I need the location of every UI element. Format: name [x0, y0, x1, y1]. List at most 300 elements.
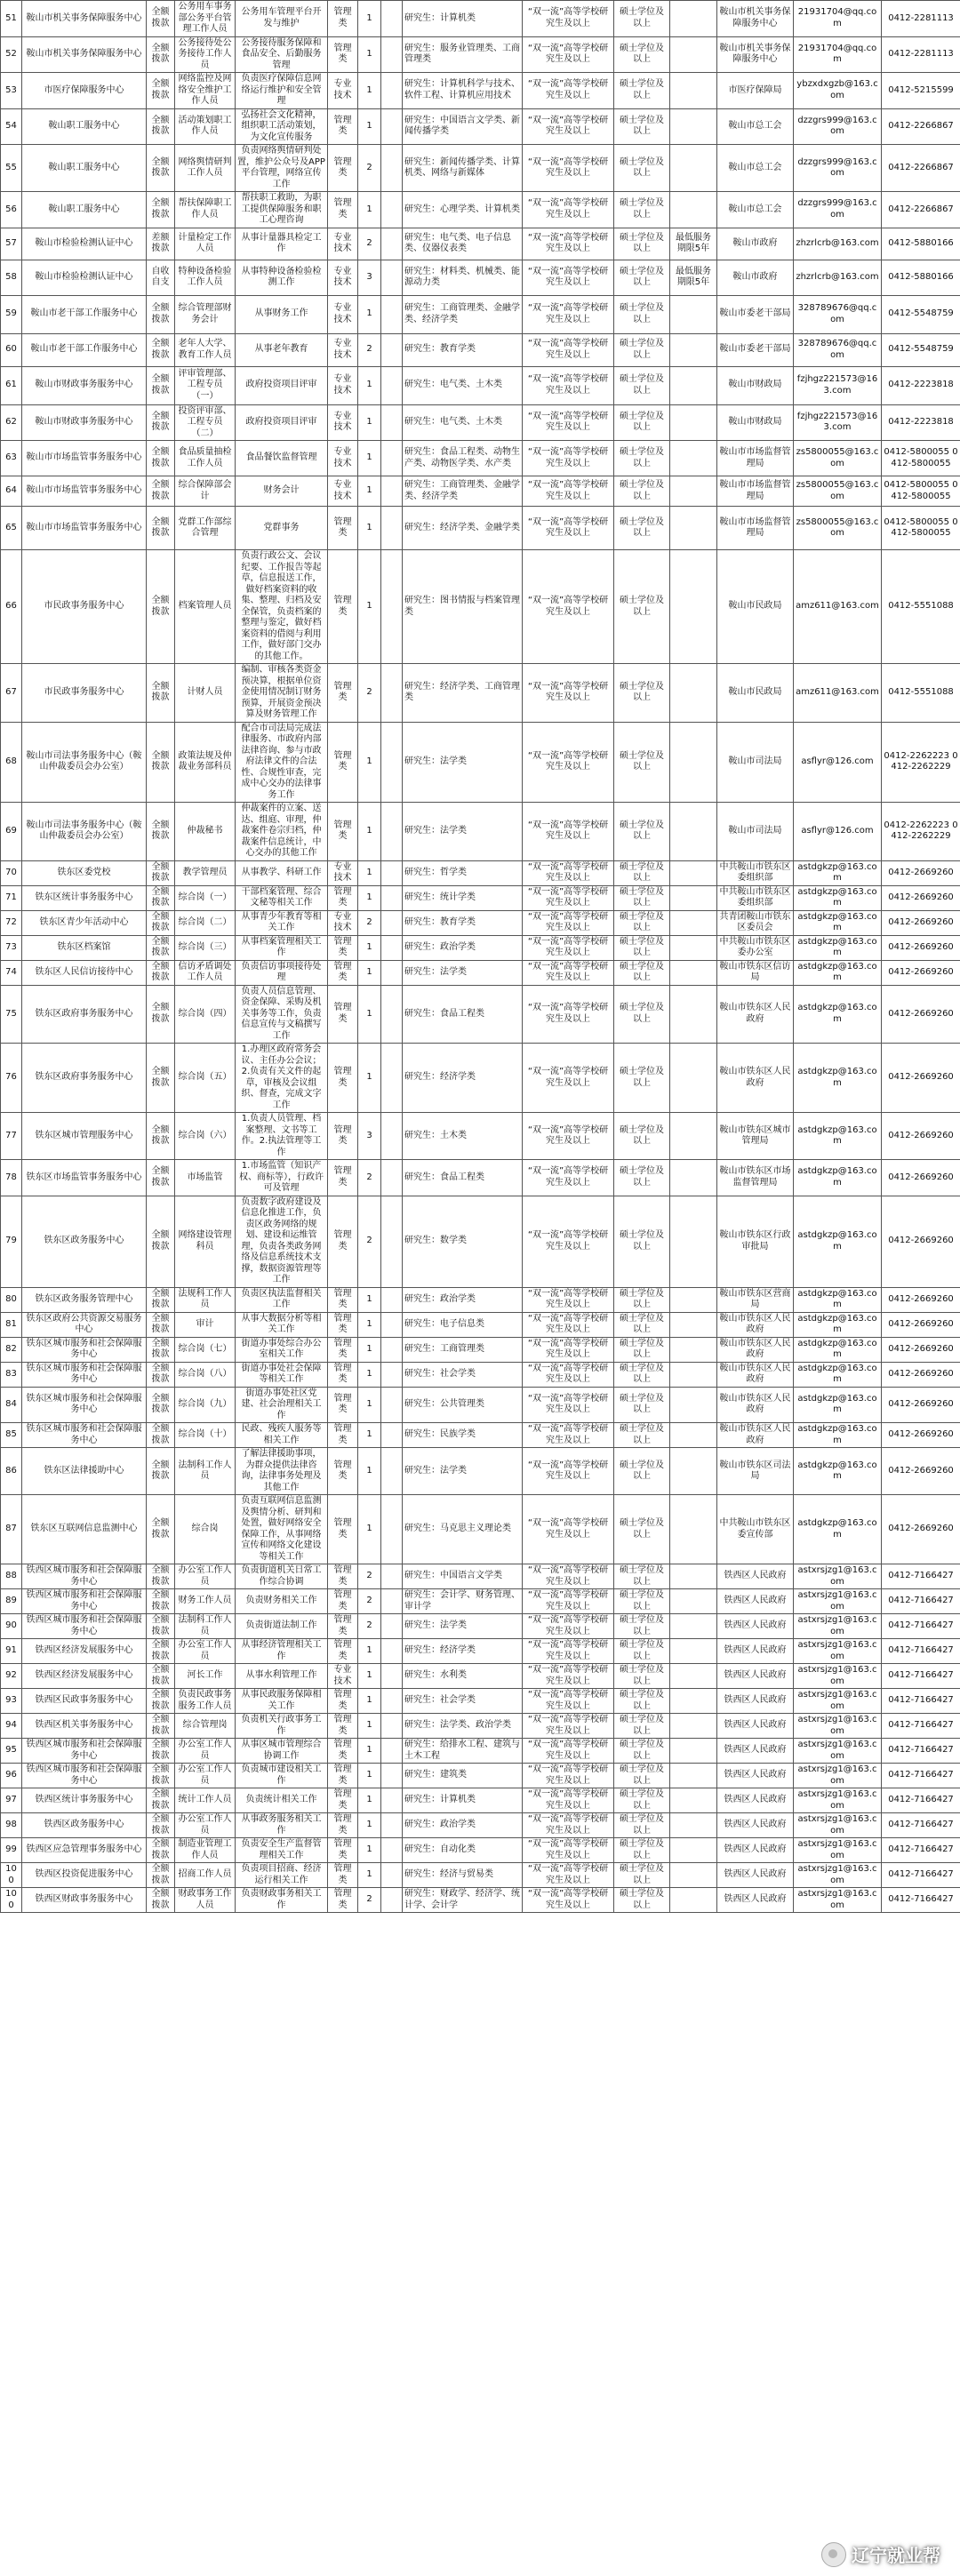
cell-extra — [381, 1813, 403, 1838]
cell-major: 研究生：食品工程类 — [403, 985, 523, 1044]
cell-phone: 0412-7166427 — [882, 1838, 960, 1863]
cell-post-duty: 1.市场监管（知识产权、商标等），行政许可及管理 — [236, 1160, 328, 1196]
cell-extra — [381, 1888, 403, 1913]
cell-phone: 0412-2669260 — [882, 1362, 960, 1387]
cell-phone: 0412-2266867 — [882, 108, 960, 145]
cell-education: “双一流”高等学校研究生及以上 — [523, 476, 614, 507]
cell-unit: 铁东区城市管理服务中心 — [22, 1113, 147, 1160]
cell-education: “双一流”高等学校研究生及以上 — [523, 366, 614, 404]
cell-index: 95 — [1, 1739, 22, 1764]
cell-major: 研究生：电气类、土木类 — [403, 404, 523, 441]
cell-post-name: 办公室工作人员 — [175, 1564, 236, 1589]
cell-extra — [381, 108, 403, 145]
cell-major: 研究生：政治学类 — [403, 1287, 523, 1312]
cell-extra — [381, 404, 403, 441]
cell-unit: 铁西区投资促进服务中心 — [22, 1863, 147, 1888]
cell-major: 研究生：自动化类 — [403, 1838, 523, 1863]
cell-post-type: 管理类 — [328, 1614, 358, 1639]
cell-count: 2 — [358, 1589, 381, 1614]
cell-department: 鞍山市市场监督管理局 — [717, 507, 794, 550]
cell-phone: 0412-2669260 — [882, 960, 960, 985]
cell-post-type: 管理类 — [328, 36, 358, 73]
cell-department: 鞍山市铁东区人民政府 — [717, 1337, 794, 1362]
cell-index: 63 — [1, 441, 22, 476]
cell-funding: 全额拨款 — [147, 145, 175, 192]
cell-education: “双一流”高等学校研究生及以上 — [523, 1664, 614, 1689]
cell-funding: 全额拨款 — [147, 1788, 175, 1813]
cell-other — [670, 1838, 717, 1863]
cell-unit: 鞍山市市场监管事务服务中心 — [22, 507, 147, 550]
cell-education: “双一流”高等学校研究生及以上 — [523, 1739, 614, 1764]
cell-index: 94 — [1, 1714, 22, 1739]
cell-post-duty: 公务用车管理平台开发与维护 — [236, 1, 328, 37]
cell-post-type: 管理类 — [328, 1312, 358, 1337]
cell-funding: 全额拨款 — [147, 507, 175, 550]
cell-post-name: 投资评审部、工程专员（二） — [175, 404, 236, 441]
cell-degree: 硕士学位及以上 — [614, 1863, 670, 1888]
cell-funding: 全额拨款 — [147, 1863, 175, 1888]
cell-phone: 0412-2669260 — [882, 860, 960, 885]
cell-post-type: 管理类 — [328, 1113, 358, 1160]
cell-other — [670, 1160, 717, 1196]
cell-post-type: 专业技术 — [328, 860, 358, 885]
cell-extra — [381, 476, 403, 507]
cell-other — [670, 985, 717, 1044]
cell-phone: 0412-7166427 — [882, 1863, 960, 1888]
cell-post-name: 财务工作人员 — [175, 1589, 236, 1614]
table-row — [1, 108, 960, 145]
cell-count: 1 — [358, 860, 381, 885]
cell-extra — [381, 333, 403, 366]
cell-index: 84 — [1, 1387, 22, 1423]
cell-index: 65 — [1, 507, 22, 550]
cell-post-type: 管理类 — [328, 1589, 358, 1614]
cell-funding: 全额拨款 — [147, 1714, 175, 1739]
cell-index: 64 — [1, 476, 22, 507]
cell-major: 研究生：经济学类、工商管理类 — [403, 664, 523, 723]
cell-post-duty: 干部档案管理、综合文秘等相关工作 — [236, 885, 328, 910]
cell-count: 1 — [358, 192, 381, 228]
cell-other — [670, 935, 717, 960]
cell-post-type: 管理类 — [328, 1495, 358, 1564]
cell-unit: 铁东区互联网信息监测中心 — [22, 1495, 147, 1564]
cell-extra — [381, 1044, 403, 1113]
cell-unit: 铁东区城市服务和社会保障服务中心 — [22, 1362, 147, 1387]
cell-email: zs5800055@163.com — [794, 507, 882, 550]
cell-email: astxrsjzg1@163.com — [794, 1788, 882, 1813]
cell-department: 鞍山市民政局 — [717, 550, 794, 664]
cell-education: “双一流”高等学校研究生及以上 — [523, 260, 614, 295]
cell-email: astxrsjzg1@163.com — [794, 1614, 882, 1639]
cell-index: 72 — [1, 910, 22, 935]
cell-post-type: 管理类 — [328, 1, 358, 37]
cell-post-name: 综合岗（六） — [175, 1113, 236, 1160]
cell-department: 铁西区人民政府 — [717, 1863, 794, 1888]
cell-post-duty: 民政、残疾人服务等相关工作 — [236, 1423, 328, 1448]
cell-email: astxrsjzg1@163.com — [794, 1739, 882, 1764]
cell-department: 铁西区人民政府 — [717, 1714, 794, 1739]
cell-count: 3 — [358, 260, 381, 295]
cell-post-duty: 食品餐饮监督管理 — [236, 441, 328, 476]
cell-major: 研究生：水利类 — [403, 1664, 523, 1689]
cell-degree: 硕士学位及以上 — [614, 1714, 670, 1739]
cell-degree: 硕士学位及以上 — [614, 960, 670, 985]
cell-department: 鞍山市市场监督管理局 — [717, 476, 794, 507]
cell-email: astxrsjzg1@163.com — [794, 1838, 882, 1863]
cell-degree: 硕士学位及以上 — [614, 1387, 670, 1423]
cell-post-name: 活动策划职工作人员 — [175, 108, 236, 145]
cell-post-type: 管理类 — [328, 1423, 358, 1448]
table-row — [1, 441, 960, 476]
cell-education: “双一流”高等学校研究生及以上 — [523, 73, 614, 109]
cell-count: 1 — [358, 935, 381, 960]
cell-funding: 全额拨款 — [147, 1312, 175, 1337]
cell-phone: 0412-2669260 — [882, 1423, 960, 1448]
cell-department: 鞍山市铁东区司法局 — [717, 1448, 794, 1495]
watermark-label: 辽宁就业帮 — [852, 2545, 940, 2566]
cell-extra — [381, 145, 403, 192]
cell-other — [670, 108, 717, 145]
cell-other — [670, 550, 717, 664]
cell-count: 3 — [358, 1113, 381, 1160]
cell-email: astdgkzp@163.com — [794, 935, 882, 960]
cell-index: 62 — [1, 404, 22, 441]
cell-degree: 硕士学位及以上 — [614, 1614, 670, 1639]
cell-funding: 全额拨款 — [147, 550, 175, 664]
cell-index: 81 — [1, 1312, 22, 1337]
cell-unit: 铁东区政府公共资源交易服务中心 — [22, 1312, 147, 1337]
cell-email: astdgkzp@163.com — [794, 860, 882, 885]
cell-education: “双一流”高等学校研究生及以上 — [523, 1337, 614, 1362]
cell-post-type: 专业技术 — [328, 73, 358, 109]
cell-funding: 全额拨款 — [147, 1, 175, 37]
table-row — [1, 192, 960, 228]
cell-email: astxrsjzg1@163.com — [794, 1664, 882, 1689]
cell-funding: 全额拨款 — [147, 1362, 175, 1387]
cell-post-duty: 负责街道机关日常工作综合协调 — [236, 1564, 328, 1589]
cell-post-name: 综合岗（四） — [175, 985, 236, 1044]
cell-other — [670, 1337, 717, 1362]
table-row — [1, 1448, 960, 1495]
cell-major: 研究生：服务业管理类、工商管理类 — [403, 36, 523, 73]
cell-unit: 鞍山市检验检测认证中心 — [22, 228, 147, 260]
table-row — [1, 1838, 960, 1863]
cell-other — [670, 507, 717, 550]
table-row — [1, 1287, 960, 1312]
cell-index: 98 — [1, 1813, 22, 1838]
table-row — [1, 36, 960, 73]
table-row — [1, 1044, 960, 1113]
cell-major: 研究生：社会学类 — [403, 1362, 523, 1387]
cell-extra — [381, 1589, 403, 1614]
cell-funding: 全额拨款 — [147, 1813, 175, 1838]
cell-phone: 0412-2281113 — [882, 36, 960, 73]
table-row — [1, 1387, 960, 1423]
cell-department: 鞍山市民政局 — [717, 664, 794, 723]
cell-major: 研究生：图书情报与档案管理类 — [403, 550, 523, 664]
cell-email: astxrsjzg1@163.com — [794, 1689, 882, 1714]
cell-count: 1 — [358, 960, 381, 985]
cell-post-type: 管理类 — [328, 1714, 358, 1739]
cell-post-duty: 负责人员信息管理、资金保障、采购及机关事务等工作，负责信息宣传与文稿撰写工作 — [236, 985, 328, 1044]
cell-unit: 铁东区青少年活动中心 — [22, 910, 147, 935]
cell-post-type: 管理类 — [328, 722, 358, 803]
cell-department: 市医疗保障局 — [717, 73, 794, 109]
cell-count: 1 — [358, 885, 381, 910]
cell-other — [670, 1287, 717, 1312]
table-body — [1, 1, 960, 1913]
cell-education: “双一流”高等学校研究生及以上 — [523, 1788, 614, 1813]
cell-education: “双一流”高等学校研究生及以上 — [523, 1589, 614, 1614]
cell-degree: 硕士学位及以上 — [614, 192, 670, 228]
table-row — [1, 333, 960, 366]
cell-index: 79 — [1, 1196, 22, 1287]
cell-post-name: 计财人员 — [175, 664, 236, 723]
cell-other — [670, 1614, 717, 1639]
cell-degree: 硕士学位及以上 — [614, 1160, 670, 1196]
cell-phone: 0412-2669260 — [882, 1387, 960, 1423]
cell-post-duty: 从事档案管理相关工作 — [236, 935, 328, 960]
cell-department: 鞍山市政府 — [717, 260, 794, 295]
cell-other — [670, 885, 717, 910]
cell-extra — [381, 1312, 403, 1337]
table-row — [1, 1788, 960, 1813]
cell-extra — [381, 1739, 403, 1764]
cell-degree: 硕士学位及以上 — [614, 1739, 670, 1764]
cell-funding: 全额拨款 — [147, 1337, 175, 1362]
cell-department: 铁西区人民政府 — [717, 1739, 794, 1764]
cell-count: 2 — [358, 1888, 381, 1913]
cell-unit: 鞍山职工服务中心 — [22, 108, 147, 145]
table-row — [1, 1564, 960, 1589]
cell-other — [670, 441, 717, 476]
cell-funding: 全额拨款 — [147, 108, 175, 145]
cell-post-duty: 编制、审核各类资金预决算，根据单位资金使用情况制订财务预算，开展资金预决算及财务管理工作 — [236, 664, 328, 723]
cell-phone: 0412-7166427 — [882, 1664, 960, 1689]
cell-degree: 硕士学位及以上 — [614, 1044, 670, 1113]
cell-department: 鞍山市铁东区行政审批局 — [717, 1196, 794, 1287]
cell-unit: 鞍山市财政事务服务中心 — [22, 366, 147, 404]
cell-other — [670, 1362, 717, 1387]
cell-unit: 铁西区城市服务和社会保障服务中心 — [22, 1739, 147, 1764]
cell-department: 中共鞍山市铁东区委办公室 — [717, 935, 794, 960]
cell-count: 2 — [358, 333, 381, 366]
cell-post-type: 管理类 — [328, 1813, 358, 1838]
cell-extra — [381, 1689, 403, 1714]
cell-education: “双一流”高等学校研究生及以上 — [523, 1387, 614, 1423]
table-row — [1, 1113, 960, 1160]
cell-index: 76 — [1, 1044, 22, 1113]
cell-unit: 铁西区财政事务服务中心 — [22, 1888, 147, 1913]
cell-major: 研究生：财政学、经济学、统计学、会计学 — [403, 1888, 523, 1913]
cell-count: 1 — [358, 1337, 381, 1362]
cell-funding: 全额拨款 — [147, 1287, 175, 1312]
cell-post-name: 综合管理岗 — [175, 1714, 236, 1739]
cell-funding: 全额拨款 — [147, 1664, 175, 1689]
cell-post-duty: 从事经济管理相关工作 — [236, 1639, 328, 1664]
cell-count: 1 — [358, 1387, 381, 1423]
cell-email: astdgkzp@163.com — [794, 885, 882, 910]
cell-post-type: 管理类 — [328, 803, 358, 861]
cell-other — [670, 803, 717, 861]
table-row — [1, 885, 960, 910]
cell-funding: 全额拨款 — [147, 1564, 175, 1589]
cell-post-name: 综合岗（八） — [175, 1362, 236, 1387]
cell-department: 鞍山市铁东区人民政府 — [717, 1362, 794, 1387]
cell-email: amz611@163.com — [794, 664, 882, 723]
cell-degree: 硕士学位及以上 — [614, 295, 670, 333]
cell-count: 1 — [358, 722, 381, 803]
cell-index: 60 — [1, 333, 22, 366]
table-row — [1, 1664, 960, 1689]
cell-count: 1 — [358, 441, 381, 476]
cell-count: 1 — [358, 1764, 381, 1788]
cell-post-duty: 街道办事处社会保障等相关工作 — [236, 1362, 328, 1387]
cell-degree: 硕士学位及以上 — [614, 366, 670, 404]
cell-unit: 鞍山职工服务中心 — [22, 145, 147, 192]
cell-other — [670, 1448, 717, 1495]
cell-post-name: 办公室工作人员 — [175, 1639, 236, 1664]
cell-post-type: 管理类 — [328, 1564, 358, 1589]
cell-degree: 硕士学位及以上 — [614, 228, 670, 260]
cell-extra — [381, 1362, 403, 1387]
cell-department: 铁西区人民政府 — [717, 1838, 794, 1863]
cell-post-duty: 了解法律援助事项，为群众提供法律咨询，法律事务处理及其他工作 — [236, 1448, 328, 1495]
cell-major: 研究生：政治学类 — [403, 935, 523, 960]
cell-post-name: 公务用车事务部公务平台管理工作人员 — [175, 1, 236, 37]
cell-post-type: 管理类 — [328, 1689, 358, 1714]
cell-other — [670, 1564, 717, 1589]
cell-unit: 铁东区城市服务和社会保障服务中心 — [22, 1337, 147, 1362]
cell-education: “双一流”高等学校研究生及以上 — [523, 1888, 614, 1913]
table-row — [1, 476, 960, 507]
cell-post-type: 管理类 — [328, 1739, 358, 1764]
cell-unit: 市医疗保障服务中心 — [22, 73, 147, 109]
cell-funding: 全额拨款 — [147, 910, 175, 935]
cell-education: “双一流”高等学校研究生及以上 — [523, 1044, 614, 1113]
cell-department: 鞍山市铁东区市场监督管理局 — [717, 1160, 794, 1196]
cell-department: 中共鞍山市铁东区委组织部 — [717, 885, 794, 910]
cell-extra — [381, 1387, 403, 1423]
cell-unit: 铁西区城市服务和社会保障服务中心 — [22, 1564, 147, 1589]
table-row — [1, 1495, 960, 1564]
table-row — [1, 73, 960, 109]
cell-major: 研究生：中国语言文学类 — [403, 1564, 523, 1589]
cell-count: 1 — [358, 295, 381, 333]
cell-email: 328789676@qq.com — [794, 333, 882, 366]
cell-degree: 硕士学位及以上 — [614, 1312, 670, 1337]
cell-extra — [381, 1664, 403, 1689]
cell-phone: 0412-2669260 — [882, 885, 960, 910]
cell-phone: 0412-2669260 — [882, 1495, 960, 1564]
cell-department: 鞍山市总工会 — [717, 145, 794, 192]
cell-unit: 鞍山市检验检测认证中心 — [22, 260, 147, 295]
cell-email: ybzxdxgzb@163.com — [794, 73, 882, 109]
cell-extra — [381, 1863, 403, 1888]
cell-education: “双一流”高等学校研究生及以上 — [523, 722, 614, 803]
cell-count: 1 — [358, 1423, 381, 1448]
cell-education: “双一流”高等学校研究生及以上 — [523, 803, 614, 861]
table-row — [1, 145, 960, 192]
cell-unit: 铁西区经济发展服务中心 — [22, 1664, 147, 1689]
cell-extra — [381, 935, 403, 960]
cell-extra — [381, 1788, 403, 1813]
table-row — [1, 404, 960, 441]
cell-index: 56 — [1, 192, 22, 228]
cell-post-name: 综合岗（二） — [175, 910, 236, 935]
cell-major: 研究生：电气类、土木类 — [403, 366, 523, 404]
cell-index: 58 — [1, 260, 22, 295]
cell-index: 73 — [1, 935, 22, 960]
cell-other: 最低服务期限5年 — [670, 228, 717, 260]
cell-post-type: 管理类 — [328, 1337, 358, 1362]
cell-index: 52 — [1, 36, 22, 73]
cell-other — [670, 295, 717, 333]
table-row — [1, 935, 960, 960]
cell-department: 铁西区人民政府 — [717, 1564, 794, 1589]
cell-extra — [381, 960, 403, 985]
cell-index: 82 — [1, 1337, 22, 1362]
cell-unit: 鞍山市财政事务服务中心 — [22, 404, 147, 441]
cell-extra — [381, 664, 403, 723]
cell-post-name: 综合岗（五） — [175, 1044, 236, 1113]
cell-post-type: 专业技术 — [328, 228, 358, 260]
cell-other — [670, 1423, 717, 1448]
cell-unit: 铁西区经济发展服务中心 — [22, 1639, 147, 1664]
table-row — [1, 295, 960, 333]
cell-extra — [381, 1448, 403, 1495]
cell-other — [670, 192, 717, 228]
cell-other — [670, 145, 717, 192]
cell-department: 鞍山市司法局 — [717, 803, 794, 861]
cell-post-name: 综合岗（九） — [175, 1387, 236, 1423]
cell-extra — [381, 1639, 403, 1664]
cell-funding: 全额拨款 — [147, 295, 175, 333]
cell-post-duty: 负责数字政府建设及信息化推进工作，负责区政务网络的规划、建设和运维管理，负责各类政务网络及信息系统技术支撑，数据资源管理等工作 — [236, 1196, 328, 1287]
cell-index: 97 — [1, 1788, 22, 1813]
cell-post-duty: 从事大数据分析等相关工作 — [236, 1312, 328, 1337]
cell-phone: 0412-2669260 — [882, 1448, 960, 1495]
cell-phone: 0412-7166427 — [882, 1614, 960, 1639]
cell-index: 87 — [1, 1495, 22, 1564]
cell-index: 92 — [1, 1664, 22, 1689]
cell-count: 1 — [358, 1714, 381, 1739]
cell-count: 1 — [358, 1362, 381, 1387]
cell-degree: 硕士学位及以上 — [614, 1838, 670, 1863]
cell-degree: 硕士学位及以上 — [614, 664, 670, 723]
cell-major: 研究生：经济与贸易类 — [403, 1863, 523, 1888]
cell-other — [670, 1764, 717, 1788]
cell-post-duty: 负责信访事项接待处理 — [236, 960, 328, 985]
cell-count: 1 — [358, 1664, 381, 1689]
cell-education: “双一流”高等学校研究生及以上 — [523, 192, 614, 228]
cell-phone: 0412-2669260 — [882, 1337, 960, 1362]
cell-other — [670, 1387, 717, 1423]
cell-degree: 硕士学位及以上 — [614, 885, 670, 910]
cell-degree: 硕士学位及以上 — [614, 1113, 670, 1160]
cell-email: astxrsjzg1@163.com — [794, 1564, 882, 1589]
cell-email: 21931704@qq.com — [794, 1, 882, 37]
cell-major: 研究生：新闻传播学类、计算机类、网络与新媒体 — [403, 145, 523, 192]
cell-degree: 硕士学位及以上 — [614, 860, 670, 885]
cell-post-type: 管理类 — [328, 550, 358, 664]
cell-phone: 0412-7166427 — [882, 1888, 960, 1913]
cell-post-type: 管理类 — [328, 1287, 358, 1312]
cell-unit: 市民政事务服务中心 — [22, 550, 147, 664]
cell-email: astdgkzp@163.com — [794, 1337, 882, 1362]
cell-education: “双一流”高等学校研究生及以上 — [523, 507, 614, 550]
cell-count: 2 — [358, 1614, 381, 1639]
